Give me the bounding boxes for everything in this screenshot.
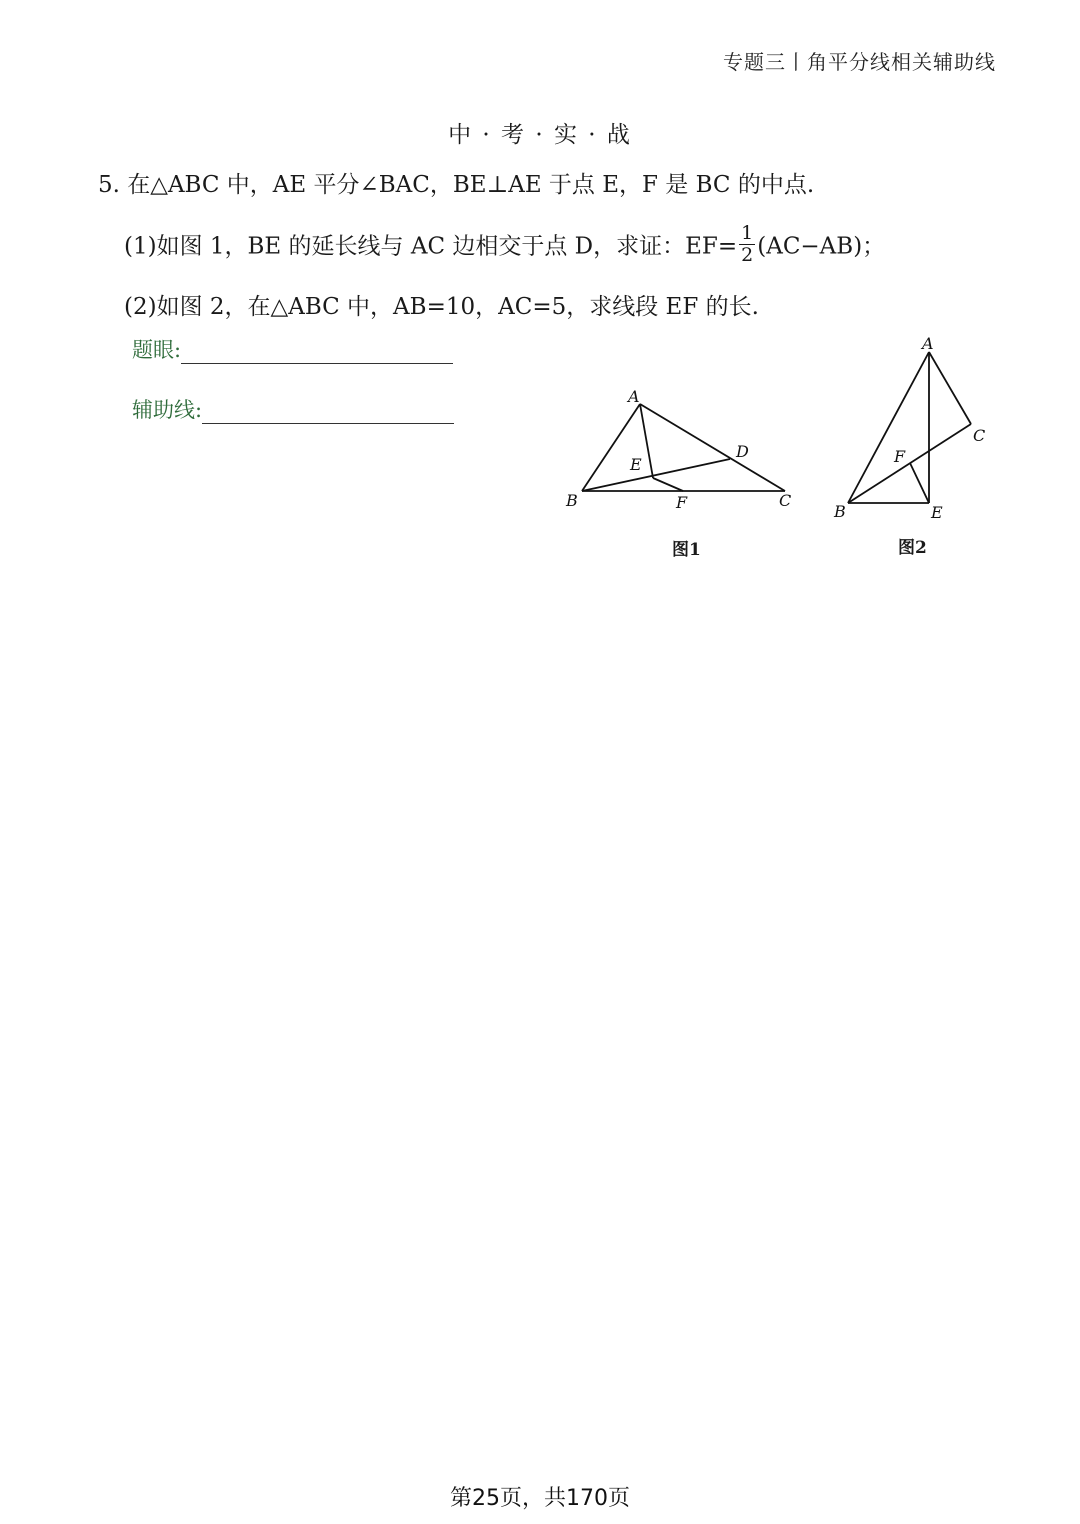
- page-footer: 第25页，共170页: [450, 1486, 630, 1511]
- hint-row: [132, 334, 453, 364]
- segment-ef: [910, 463, 929, 503]
- segment-ab: [848, 352, 929, 503]
- fig2-label-e: E: [931, 503, 943, 522]
- aux-line-row: [132, 394, 454, 424]
- chapter-header: 专题三丨角平分线相关辅助线: [723, 50, 996, 74]
- fig1-label-e: E: [630, 455, 642, 474]
- figure-2-diagram: [830, 330, 1010, 530]
- aux-label: 辅助线:: [132, 398, 203, 422]
- segment-ef: [653, 478, 683, 491]
- segment-ac: [929, 352, 971, 424]
- fig1-label-c: C: [779, 491, 792, 510]
- hint-blank-line[interactable]: [181, 341, 453, 364]
- fraction-one-half: [739, 223, 755, 266]
- fig2-label-a: A: [922, 334, 934, 353]
- fig2-label-c: C: [973, 426, 986, 445]
- section-title: 中 · 考 · 实 · 战: [448, 122, 632, 148]
- problem-stem: 5. 在△ABC 中，AE 平分∠BAC，BE⊥AE 于点 E，F 是 BC 的中点.: [98, 172, 815, 198]
- problem-part-2: (2)如图 2，在△ABC 中，AB=10，AC=5，求线段 EF 的长.: [124, 294, 759, 320]
- hint-label: 题眼:: [132, 338, 182, 362]
- part1-text-after: (AC−AB)；: [757, 233, 886, 260]
- fig2-label-f: F: [894, 447, 906, 466]
- figure-1-caption: 图1: [672, 540, 701, 560]
- figure-1-diagram: [560, 384, 810, 519]
- aux-blank-line[interactable]: [202, 401, 454, 424]
- segment-ac: [640, 404, 785, 491]
- part1-text-before: (1)如图 1，BE 的延长线与 AC 边相交于点 D，求证：EF=: [124, 233, 738, 260]
- fraction-denominator: 2: [741, 244, 754, 266]
- fig1-label-a: A: [628, 387, 640, 406]
- fraction-numerator: 1: [741, 222, 754, 244]
- fig2-label-b: B: [834, 502, 846, 521]
- problem-part-1: [124, 222, 886, 269]
- figure-2-caption: 图2: [898, 538, 927, 558]
- fig1-label-d: D: [736, 442, 749, 461]
- segment-ab: [582, 404, 640, 491]
- fig1-label-f: F: [676, 493, 688, 512]
- segment-bd: [582, 459, 730, 491]
- fig1-label-b: B: [566, 491, 578, 510]
- segment-ae: [640, 404, 653, 478]
